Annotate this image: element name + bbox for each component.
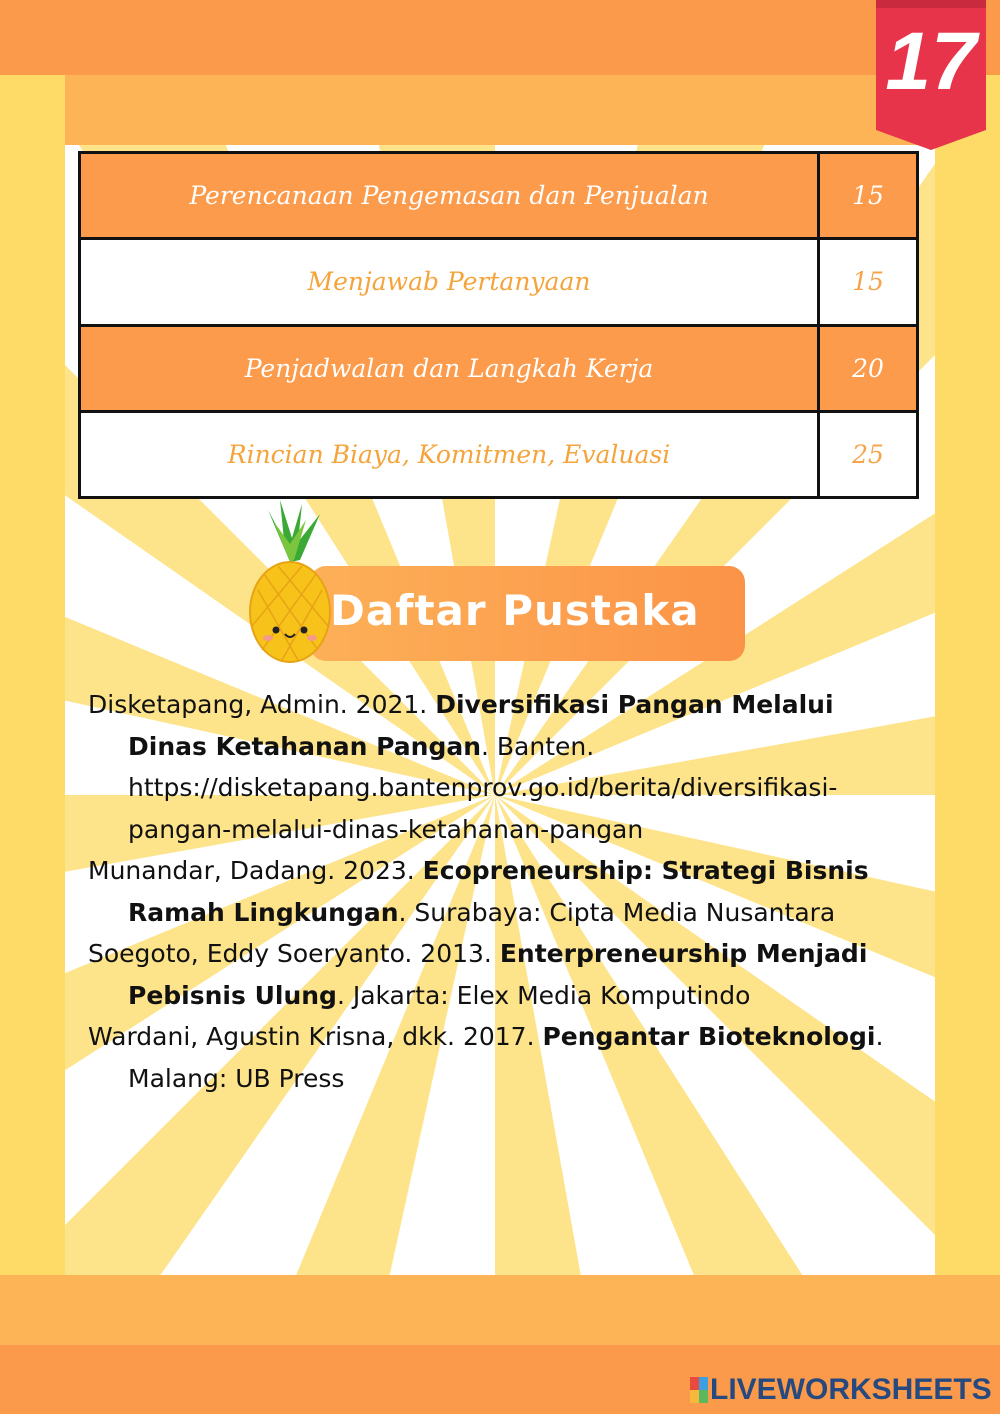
- table-row: [80, 239, 918, 325]
- top-border: [0, 0, 1000, 75]
- reference-title: Enterpreneurship Menjadi Pebisnis Ulung: [128, 939, 868, 1010]
- reference-author: Disketapang, Admin. 2021.: [88, 690, 436, 719]
- reference-list: [88, 684, 908, 1099]
- score-cell: 25: [819, 411, 918, 497]
- score-cell: 15: [819, 153, 918, 239]
- reference-author: Soegoto, Eddy Soeryanto. 2013.: [88, 939, 500, 968]
- criterion-cell: Menjawab Pertanyaan: [80, 239, 819, 325]
- rubric-table: [78, 151, 919, 499]
- top-band: [65, 75, 935, 145]
- score-cell: 15: [819, 239, 918, 325]
- right-border: [935, 75, 1000, 1275]
- bottom-band: [0, 1275, 1000, 1345]
- left-border: [0, 75, 65, 1275]
- reference-publisher: . Surabaya: Cipta Media Nusantara: [398, 897, 836, 927]
- reference-author: Munandar, Dadang. 2023.: [88, 856, 423, 885]
- section-title: Daftar Pustaka: [330, 586, 700, 635]
- reference-title: Pengantar Bioteknologi: [542, 1022, 876, 1051]
- score-cell: 20: [819, 325, 918, 411]
- page-number: 17: [885, 16, 977, 107]
- criterion-cell: Perencanaan Pengemasan dan Penjualan: [80, 153, 819, 239]
- reference-publisher: . Banten. https://disketapang.bantenprov.go.id/berita/diversifikasi-pangan-melalui-dinas-ketahanan-pangan: [128, 731, 838, 844]
- reference-publisher: . Jakarta: Elex Media Komputindo: [336, 980, 751, 1010]
- reference-item: [88, 850, 908, 933]
- reference-title: Ecopreneurship: Strategi Bisnis Ramah Lingkungan: [128, 856, 869, 927]
- liveworksheets-logo-icon: [690, 1377, 708, 1403]
- criterion-cell: Penjadwalan dan Langkah Kerja: [80, 325, 819, 411]
- reference-author: Wardani, Agustin Krisna, dkk. 2017.: [88, 1022, 543, 1051]
- criterion-cell: Rincian Biaya, Komitmen, Evaluasi: [80, 411, 819, 497]
- table-row: [80, 325, 918, 411]
- liveworksheets-wordmark: LIVEWORKSHEETS: [710, 1373, 992, 1406]
- table-row: [80, 411, 918, 497]
- pineapple-icon: [240, 500, 340, 670]
- table-row: [80, 153, 918, 239]
- reference-item: [88, 1016, 908, 1099]
- liveworksheets-brand[interactable]: [690, 1372, 992, 1408]
- reference-publisher: . Malang: UB Press: [128, 1022, 884, 1093]
- reference-title: Diversifikasi Pangan Melalui Dinas Ketahanan Pangan: [128, 690, 834, 761]
- reference-item: [88, 933, 908, 1016]
- reference-item: [88, 684, 908, 850]
